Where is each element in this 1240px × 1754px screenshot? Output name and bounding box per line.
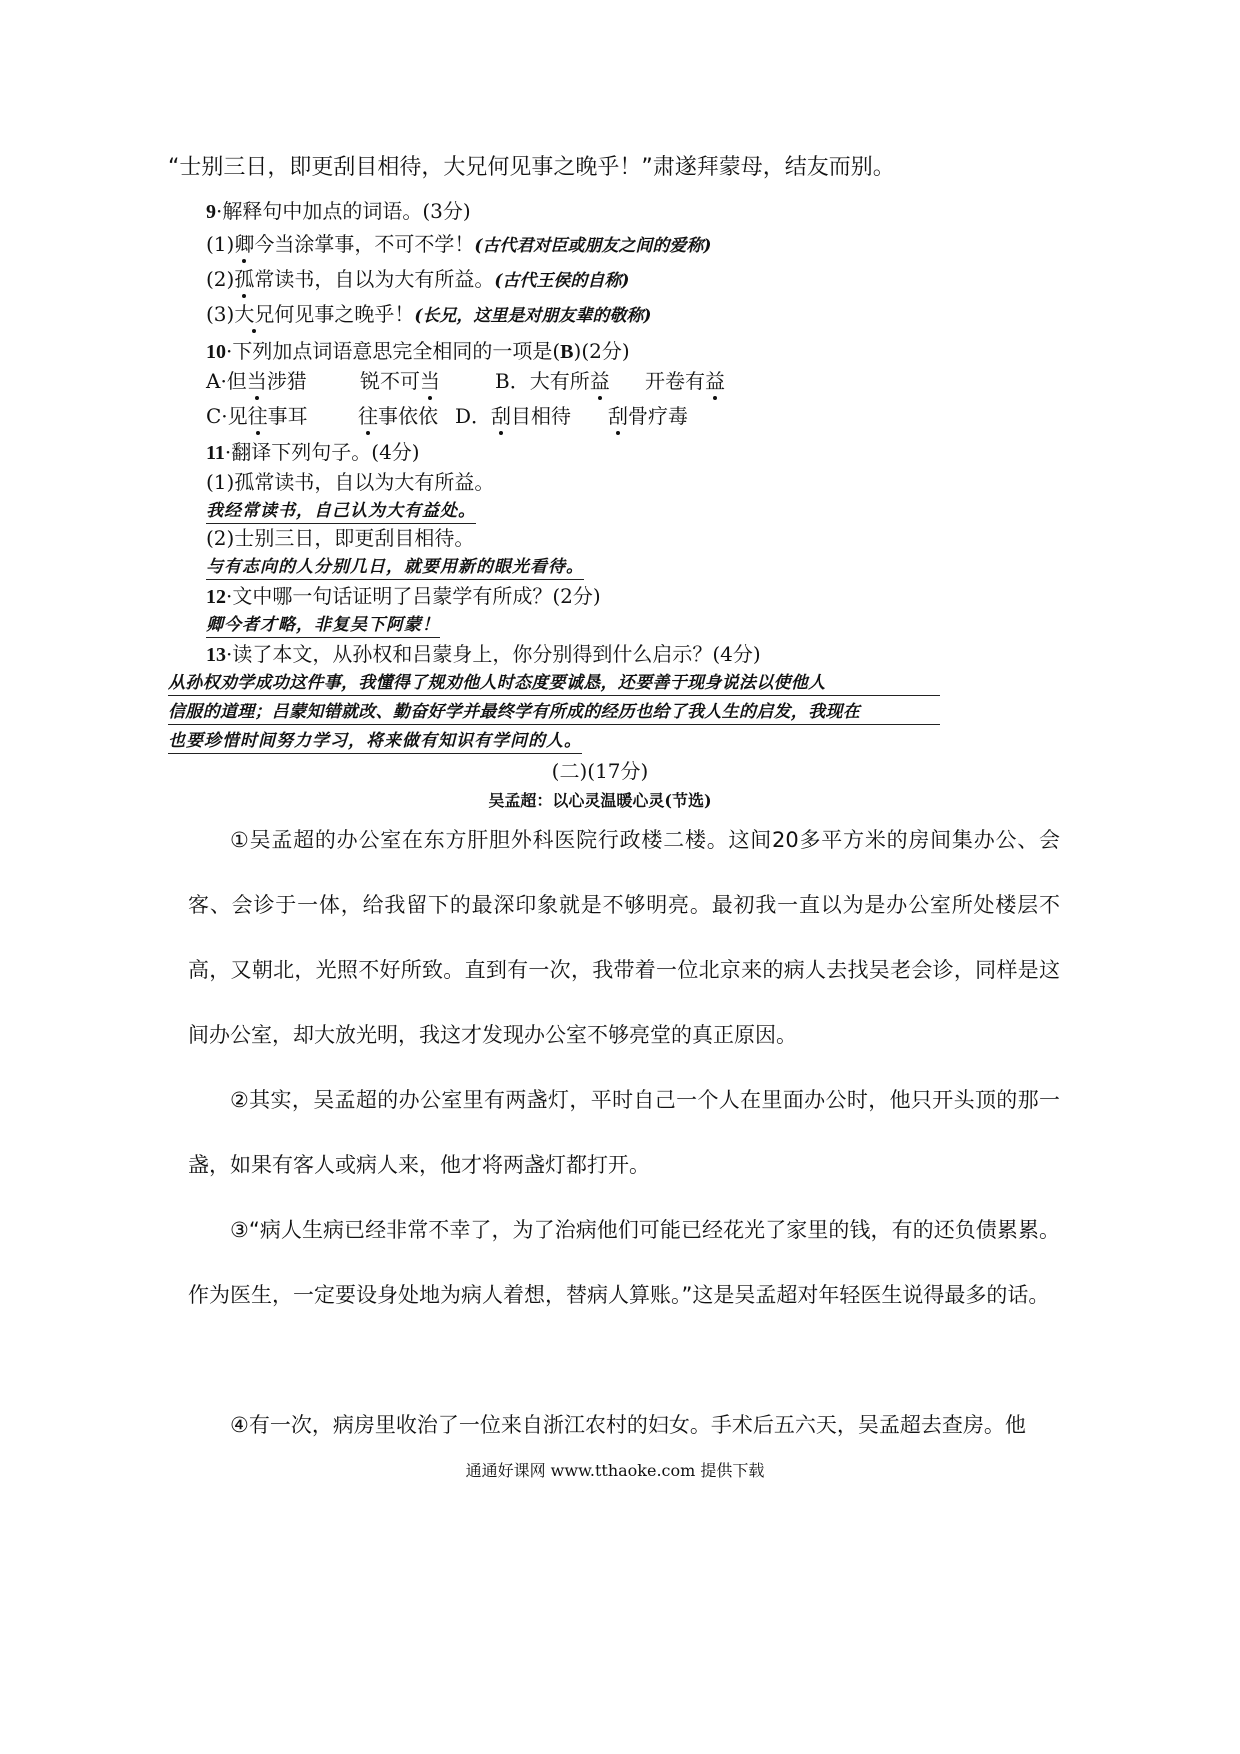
q12-number: 12 [206, 586, 226, 608]
paragraph-3: ③“病人生病已经非常不幸了，为了治病他们可能已经花光了家里的钱，有的还负债累累。作为医生，一定要设身处地为病人着想，替病人算账。”这是吴孟超对年轻医生说得最多的话。 [188, 1218, 1060, 1307]
article-title: 吴孟超：以心灵温暖心灵(节选) [488, 791, 712, 810]
q9-item-2-post: 常读书，自以为大有所益。 [254, 267, 495, 291]
q9-item-2-pre: (2) [206, 267, 235, 291]
q11-answer-1 [206, 496, 476, 521]
q10-option-b2 [645, 365, 725, 394]
q10-b2-pre: 开卷有 [645, 369, 705, 393]
q10-c2-rest: 事依依 [378, 404, 438, 428]
q13-answer-line-3-text: 也要珍惜时间努力学习，将来做有知识有学问的人。 [168, 731, 582, 754]
q9-item-1-answer: (古代君对臣或朋友之间的爱称) [474, 236, 712, 256]
q13-number: 13 [206, 644, 226, 666]
q10-a-dot: 当 [246, 369, 267, 393]
q9-stem [206, 195, 471, 224]
q10-d2-dot: 刮 [608, 404, 628, 428]
q12-stem [206, 580, 601, 609]
q10-d2-rest: 骨疗毒 [628, 404, 688, 428]
q10-answer: B [560, 341, 574, 363]
q9-item-2 [206, 263, 629, 292]
q9-item-2-dotted: 孤 [234, 267, 255, 291]
q12-stem-text: ·文中哪一句话证明了吕蒙学有所成？(2分) [226, 584, 601, 608]
q10-option-d2 [608, 400, 688, 429]
q13-answer-line-2 [168, 697, 940, 725]
intro-line: “士别三日，即更刮目相待，大兄何见事之晚乎！”肃遂拜蒙母，结友而别。 [168, 155, 895, 180]
q9-item-3-post: 何见事之晚乎！ [274, 302, 415, 326]
q9-number: 9 [206, 201, 216, 223]
q13-stem-text: ·读了本文，从孙权和吕蒙身上，你分别得到什么启示？(4分) [226, 642, 761, 666]
q10-option-c2 [358, 400, 438, 429]
q10-d-rest: 目相待 [511, 404, 572, 428]
paragraph-4: ④有一次，病房里收治了一位来自浙江农村的妇女。手术后五六天，吴孟超去查房。他 [230, 1413, 1026, 1437]
q9-item-2-answer: (古代王侯的自称) [494, 271, 630, 291]
q10-a2-pre: 锐不可 [360, 369, 420, 393]
q10-b-dot: 益 [589, 369, 610, 393]
q11-stem-text: ·翻译下列句子。(4分) [224, 440, 420, 464]
q10-option-a [206, 365, 307, 394]
q10-a-label: A·但 [206, 369, 247, 393]
q9-item-3-pre: (3) [206, 302, 235, 326]
q10-c-rest: 事耳 [267, 404, 308, 428]
q10-option-c [206, 400, 308, 429]
paragraph-2: ②其实，吴孟超的办公室里有两盏灯，平时自己一个人在里面办公时，他只开头顶的那一盏，如果有客人或病人来，他才将两盏灯都打开。 [188, 1088, 1060, 1177]
q9-item-3 [206, 298, 651, 327]
q13-answer-line-1 [168, 668, 940, 696]
q11-sentence-2: (2)士别三日，即更刮目相待。 [206, 526, 475, 550]
q10-c-dot: 往 [247, 404, 268, 428]
q9-item-1-dotted: 卿 [234, 232, 255, 256]
q11-sentence-1: (1)孤常读书，自以为大有所益。 [206, 470, 495, 494]
q9-item-1-pre: (1) [206, 232, 235, 256]
q10-a2-dot: 当 [420, 369, 440, 393]
q11-answer-2 [206, 552, 584, 577]
q11-number: 11 [206, 442, 225, 464]
q13-answer-line-3 [168, 726, 582, 751]
q13-stem [206, 638, 761, 667]
q9-item-1 [206, 228, 711, 257]
q10-b-label: B．大有所 [495, 369, 590, 393]
q11-answer-2-text: 与有志向的人分别几日，就要用新的眼光看待。 [206, 557, 584, 580]
q10-d-label: D． [455, 404, 492, 428]
q10-option-d [455, 400, 571, 429]
q11-stem [206, 436, 420, 465]
q10-option-b [495, 365, 610, 394]
q12-answer-text: 卿今者才略，非复吴下阿蒙！ [206, 615, 440, 638]
q10-c-label: C·见 [206, 404, 248, 428]
q13-answer-line-2-text: 信服的道理；吕蒙知错就改、勤奋好学并最终学有所成的经历也给了我人生的启发，我现在 [168, 697, 940, 725]
q10-d-dot: 刮 [491, 404, 512, 428]
q9-item-3-dotted: 大兄 [234, 302, 275, 326]
q10-stem-tail: )(2分) [573, 339, 630, 363]
q12-answer [206, 610, 440, 635]
q10-a-rest: 涉猎 [266, 369, 307, 393]
q10-option-a2 [360, 365, 440, 394]
q10-c2-dot: 往 [358, 404, 378, 428]
q10-number: 10 [206, 341, 226, 363]
paragraph-1: ①吴孟超的办公室在东方肝胆外科医院行政楼二楼。这间20多平方米的房间集办公、会客、会诊于一体，给我留下的最深印象就是不够明亮。最初我一直以为是办公室所处楼层不高，又朝北，光照不好所致。直到有一次，我带着一位北京来的病人去找吴老会诊，同样是这间办公室，却大放光明，我这才发现办公室不够亮堂的真正原因。 [188, 828, 1060, 1047]
q13-answer-line-1-text: 从孙权劝学成功这件事，我懂得了规劝他人时态度要诚恳，还要善于现身说法以使他人 [168, 668, 940, 696]
q11-answer-1-text: 我经常读书，自己认为大有益处。 [206, 501, 476, 524]
q10-b2-dot: 益 [705, 369, 725, 393]
q9-item-1-post: 今当涂掌事，不可不学！ [254, 232, 475, 256]
section-heading: (二)(17分) [551, 759, 649, 783]
page-footer: 通通好课网 www.tthaoke.com 提供下载 [465, 1461, 765, 1480]
q10-stem [206, 335, 630, 364]
q10-stem-text: ·下列加点词语意思完全相同的一项是( [226, 339, 561, 363]
q9-stem-text: ·解释句中加点的词语。(3分) [216, 199, 471, 223]
q9-item-3-answer: (长兄，这里是对朋友辈的敬称) [414, 306, 652, 326]
